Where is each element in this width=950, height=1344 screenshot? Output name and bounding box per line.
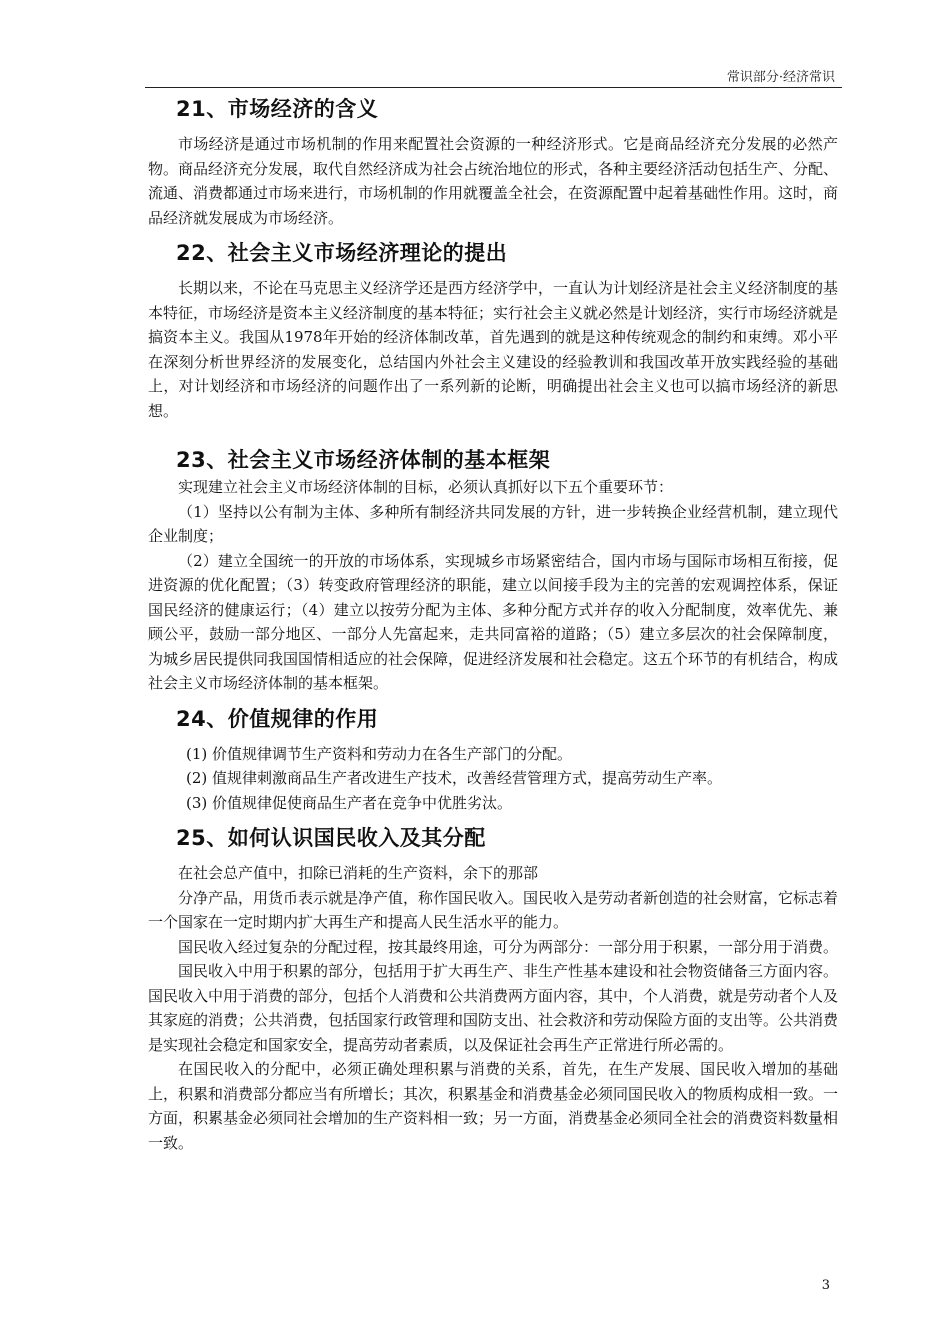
spacer: [148, 431, 838, 445]
paragraph: 在国民收入的分配中，必须正确处理积累与消费的关系，首先，在生产发展、国民收入增加的基础上，积累和消费部分都应当有所增长；其次，积累基金和消费基金必须同国民收入的物质构成相一致。一方面，积累基金必须同社会增加的生产资料相一致；另一方面，消费基金必须同全社会的消费资料数量相一致。: [148, 1060, 839, 1152]
paragraph: 实现建立社会主义市场经济体制的目标，必须认真抓好以下五个重要环节：: [178, 478, 674, 496]
page-number: 3: [821, 1278, 830, 1293]
paragraph: 市场经济是通过市场机制的作用来配置社会资源的一种经济形式。它是商品经济充分发展的必然产物。商品经济充分发展，取代自然经济成为社会占统治地位的形式，各种主要经济活动包括生产、分配、流通、消费都通过市场来进行，市场机制的作用就覆盖全社会，在资源配置中起着基础性作用。这时，商品经济就发展成为市场经济。: [148, 135, 839, 227]
section-23: [148, 445, 838, 696]
document-body: [148, 94, 838, 1163]
section-title: 24、价值规律的作用: [176, 706, 379, 731]
paragraph: 在社会总产值中，扣除已消耗的生产资料，余下的那部: [178, 864, 539, 882]
paragraph: 国民收入经过复杂的分配过程，按其最终用途，可分为两部分：一部分用于积累，一部分用于消费。: [178, 937, 839, 956]
section-22: [148, 238, 838, 423]
paragraph: （1）坚持以公有制为主体、多种所有制经济共同发展的方针，进一步转换企业经营机制，建立现代企业制度；: [148, 502, 838, 545]
paragraph: 国民收入中用于积累的部分，包括用于扩大再生产、非生产性基本建设和社会物资储备三方面内容。国民收入中用于消费的部分，包括个人消费和公共消费两方面内容，其中，个人消费，就是劳动者个人及其家庭的消费；公共消费，包括国家行政管理和国防支出、社会救济和劳动保险方面的支出等。公共消费是实现社会稳定和国家安全，提高劳动者素质，以及保证社会再生产正常进行所必需的。: [148, 962, 839, 1054]
section-title: 22、社会主义市场经济理论的提出: [176, 241, 508, 265]
section-title: 21、市场经济的含义: [176, 97, 379, 121]
header-text: 常识部分·经济常识: [726, 70, 835, 85]
paragraph: （2）建立全国统一的开放的市场体系，实现城乡市场紧密结合，国内市场与国际市场相互衔接，促进资源的优化配置；（3）转变政府管理经济的职能，建立以间接手段为主的完善的宏观调控体系，保证国民经济的健康运行；（4）建立以按劳分配为主体、多种分配方式并存的收入分配制度，效率优先、兼顾公平，鼓励一部分地区、一部分人先富起来，走共同富裕的道路；（5）建立多层次的社会保障制度，为城乡居民提供同我国国情相适应的社会保障，促进经济发展和社会稳定。这五个环节的有机结合，构成社会主义市场经济体制的基本框架。: [148, 551, 839, 692]
list-item: (1) 价值规律调节生产资料和劳动力在各生产部门的分配。: [186, 744, 573, 763]
section-21: [148, 94, 838, 230]
list-item: (3) 价值规律促使商品生产者在竞争中优胜劣汰。: [186, 793, 513, 812]
paragraph: 分净产品，用货币表示就是净产值，称作国民收入。国民收入是劳动者新创造的社会财富，它标志着一个国家在一定时期内扩大再生产和提高人民生活水平的能力。: [148, 888, 839, 931]
section-24: [148, 704, 838, 816]
section-title: 25、如何认识国民收入及其分配: [176, 826, 486, 850]
header-rule: [145, 87, 842, 88]
paragraph: 长期以来，不论在马克思主义经济学还是西方经济学中，一直认为计划经济是社会主义经济制度的基本特征，市场经济是资本主义经济制度的基本特征；实行社会主义就必然是计划经济，实行市场经济就是搞资本主义。我国从1978年开始的经济体制改革，首先遇到的就是这种传统观念的制约和束缚。邓小平在深刻分析世界经济的发展变化，总结国内外社会主义建设的经验教训和我国改革开放实践经验的基础上，对计划经济和市场经济的问题作出了一系列新的论断，明确提出社会主义也可以搞市场经济的新思想。: [148, 279, 839, 420]
list-item: (2) 值规律刺激商品生产者改进生产技术，改善经营管理方式，提高劳动生产率。: [186, 769, 723, 787]
section-25: [148, 823, 838, 1155]
section-title: 23、社会主义市场经济体制的基本框架: [176, 448, 551, 472]
